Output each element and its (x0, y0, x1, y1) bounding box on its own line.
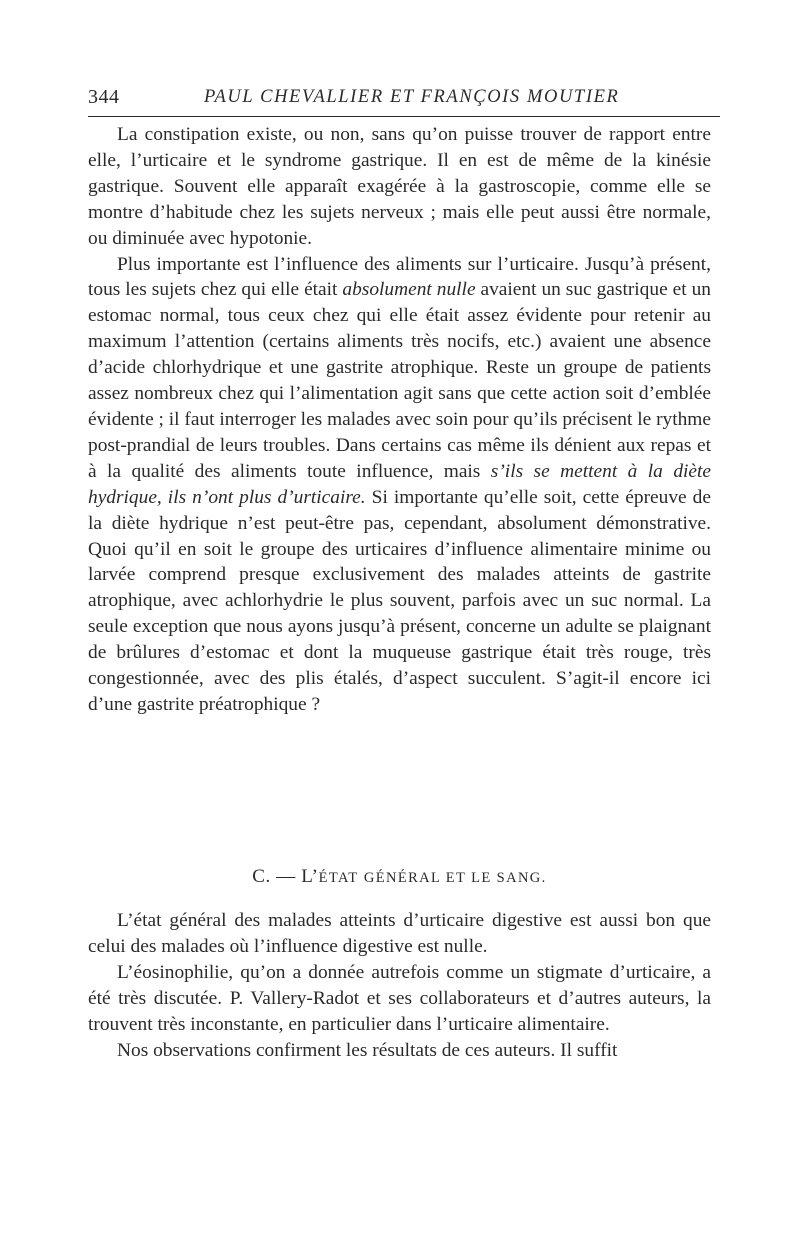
paragraph-constipation: La constipation existe, ou non, sans qu’on puisse trouver de rapport entre elle, l’urticaire et le syndrome gastrique. Il en est de même de la kinésie gastrique. Souvent elle apparaît exagérée à la gastroscopie, comme elle se montre d’habitude chez les sujets nerveux ; mais elle peut aussi être normale, ou diminuée avec hypotonie. (88, 124, 711, 249)
section-letter: C. (252, 866, 271, 887)
section-dash: — (276, 866, 296, 887)
section-heading (88, 866, 711, 888)
paragraph-eosinophilie: L’éosinophilie, qu’on a donnée autrefois comme un stigmate d’urticaire, a été très discutée. P. Vallery-Radot et ses collaborateurs et d’autres auteurs, la trouvent très inconstante, en particulier dans l’urticaire alimentaire. (88, 961, 711, 1035)
paragraph-aliments (88, 252, 711, 718)
main-text (88, 122, 711, 718)
running-head: PAUL CHEVALLIER ET FRANÇOIS MOUTIER (204, 87, 620, 107)
section-text (88, 908, 711, 1063)
paragraph-observations: Nos observations confirment les résultats de ces auteurs. Il suffit (117, 1039, 618, 1061)
page-number: 344 (88, 86, 120, 108)
italic-emphasis: s’ils se mettent à la diète hydrique, ils n’ont plus d’urticaire. (88, 460, 711, 508)
text-run: Si importante qu’elle soit, cette épreuve de la diète hydrique n’est peut-être pas, cependant, absolument démonstrative. Quoi qu’il en soit le groupe des urticaires d’influence alimentaire minime ou larvée comprend presque exclusivement des malades atteints de gastrite atrophique, avec achlorhydrie le plus souvent, parfois avec un suc normal. La seule exception que nous ayons jusqu’à présent, concerne un adulte se plaignant de brûlures d’estomac et dont la muqueuse gastrique était très rouge, très congestionnée, avec des plis étalés, d’aspect succulent. S’agit-il encore ici d’une gastrite préatrophique ? (88, 486, 711, 715)
italic-emphasis: absolument nulle (342, 279, 476, 301)
paragraph-etat-general: L’état général des malades atteints d’urticaire digestive est aussi bon que celui des malades où l’influence digestive est nulle. (88, 910, 711, 957)
page-header (88, 86, 720, 117)
text-run: Plus importante est l’influence des aliments sur l’urticaire. Jusqu’à présent, tous les sujets chez qui elle était (88, 253, 711, 301)
section-title-initial: L’ (301, 866, 319, 887)
text-run: avaient un suc gastrique et un estomac normal, tous ceux chez qui elle était assez évidente pour retenir au maximum l’attention (certains aliments très nocifs, etc.) avaient une absence d’acide chlorhydrique et une gastrite atrophique. Reste un groupe de patients assez nombreux chez qui l’alimentation agit sans que cette action soit d’emblée évidente ; il faut interroger les malades avec soin pour qu’ils précisent le rythme post-prandial de leurs troubles. Dans certains cas même ils dénient aux repas et à la qualité des aliments toute influence, mais (88, 279, 711, 482)
section-title-word: ÉTAT (318, 870, 359, 886)
section-title-rest: GÉNÉRAL ET LE SANG. (363, 870, 547, 886)
